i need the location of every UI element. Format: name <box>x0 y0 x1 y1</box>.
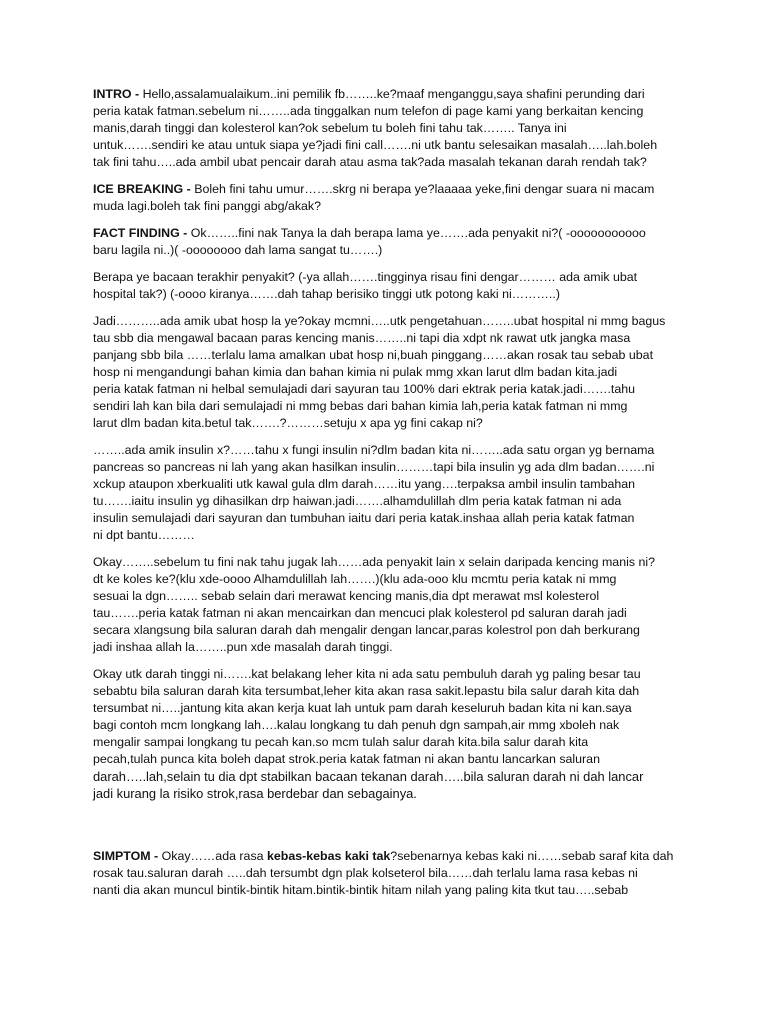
ubat-hospital-line: larut dlm badan kita.betul tak…….?………setuju x apa yg fini cakap ni? <box>93 416 483 430</box>
simptom-line <box>93 848 676 865</box>
kolesterol-line: dt ke koles ke?(klu xde-oooo Alhamdulillah lah…….)(klu ada-ooo klu mcmtu peria katak ni mmg <box>93 572 617 586</box>
intro-line <box>93 86 676 103</box>
bacaan-paragraph <box>93 269 676 303</box>
intro-paragraph <box>93 86 676 171</box>
ice-breaking-text: Boleh fini tahu umur…….skrg ni berapa ye?laaaaa yeke,fini dengar suara ni macam <box>194 182 655 196</box>
ubat-hospital-paragraph <box>93 313 676 432</box>
ubat-hospital-line: hosp ni mengandungi bahan kimia dan bahan kimia ni pulak mmg xkan larut dlm badan kita.jadi <box>93 365 618 379</box>
intro-line: tak fini tahu…..ada ambil ubat pencair darah atau asma tak?ada masalah tekanan darah rendah tak? <box>93 155 647 169</box>
intro-label: INTRO - <box>93 87 143 101</box>
ice-breaking-label: ICE BREAKING - <box>93 182 195 196</box>
insulin-line: pancreas so pancreas ni lah yang akan hasilkan insulin………tapi bila insulin yg ada dlm badan…….ni <box>93 460 655 474</box>
bacaan-line: hospital tak?) (-oooo kiranya…….dah tahap berisiko tinggi utk potong kaki ni………..) <box>93 287 560 301</box>
ice-breaking-line: muda lagi.boleh tak fini panggi abg/akak? <box>93 199 322 213</box>
kolesterol-line: tau…….peria katak fatman ni akan mencairkan dan mencuci plak kolesterol pd saluran darah jadi <box>93 606 627 620</box>
insulin-line: insulin semulajadi dari sayuran dan tumbuhan iaitu dari peria katak.inshaa allah peria katak fatman <box>93 511 635 525</box>
kolesterol-line: sesuai la dgn…….. sebab selain dari merawat kencing manis,dia dpt merawat msl kolesterol <box>93 589 600 603</box>
simptom-text: Okay……ada rasa <box>161 849 267 863</box>
ubat-hospital-line: tau sbb dia mengawal bacaan paras kencing manis……..ni tapi dia xdpt nk rawat utk jangka masa <box>93 331 631 345</box>
ubat-hospital-line: Jadi………..ada amik ubat hosp la ye?okay mcmni…..utk pengetahuan……..ubat hospital ni mmg bagus <box>93 314 666 328</box>
intro-line: peria katak fatman.sebelum ni……..ada tinggalkan num telefon di page kami yang berkaitan kencing <box>93 104 644 118</box>
ubat-hospital-line: peria katak fatman ni helbal semulajadi dari sayuran tau 100% dari ektrak peria katak.jadi…….tahu <box>93 382 636 396</box>
kolesterol-line: Okay……..sebelum tu fini nak tahu jugak lah……ada penyakit lain x selain daripada kencing manis ni? <box>93 555 656 569</box>
ice-breaking-paragraph <box>93 181 676 215</box>
darah-tinggi-line: bagi contoh mcm longkang lah….kalau longkang tu dah penuh dgn sampah,air mmg xboleh nak <box>93 718 620 732</box>
insulin-line: tu…….iaitu insulin yg dihasilkan drp haiwan.jadi…….alhamdulillah dlm peria katak fatman ni ada <box>93 494 622 508</box>
insulin-line: ……..ada amik insulin x?……tahu x fungi insulin ni?dlm badan kita ni……..ada satu organ yg bernama <box>93 443 655 457</box>
darah-tinggi-line: pecah,tulah punca kita boleh dapat strok.peria katak fatman ni akan bantu lancarkan saluran <box>93 752 600 766</box>
simptom-paragraph <box>93 848 676 899</box>
simptom-label: SIMPTOM - <box>93 849 162 863</box>
darah-tinggi-line: darah…..lah,selain tu dia dpt stabilkan bacaan tekanan darah…..bila saluran darah ni dah lancar <box>93 769 644 784</box>
fact-finding-text: Ok……..fini nak Tanya la dah berapa lama ye…….ada penyakit ni?( -ooooooooooo <box>190 226 646 240</box>
darah-tinggi-line: jadi kurang la risiko strok,rasa berdebar dan sebagainya. <box>93 786 417 801</box>
simptom-text: ?sebenarnya kebas kaki ni……sebab saraf kita dah <box>390 849 674 863</box>
intro-line: manis,darah tinggi dan kolesterol kan?ok sebelum tu boleh fini tahu tak…….. Tanya ini <box>93 121 567 135</box>
section-spacer <box>93 812 676 848</box>
darah-tinggi-line: mengalir sampai longkang tu pecah kan.so mcm tulah salur darah kita.bila salur darah kita <box>93 735 589 749</box>
simptom-line: rosak tau.saluran darah …..dah tersumbt dgn plak kolseterol bila……dah terlalu lama rasa kebas ni <box>93 866 638 880</box>
darah-tinggi-paragraph <box>93 666 676 802</box>
darah-tinggi-line: Okay utk darah tinggi ni…….kat belakang leher kita ni ada satu pembuluh darah yg paling besar tau <box>93 667 641 681</box>
darah-tinggi-line: tersumbat ni…..jantung kita akan kerja kuat lah untuk pam darah keseluruh badan kita ni kan.saya <box>93 701 632 715</box>
fact-finding-label: FACT FINDING - <box>93 226 191 240</box>
ubat-hospital-line: sendiri lah kan bila dari semulajadi ni mmg bebas dari bahan kimia lah,peria katak fatman ni mmg <box>93 399 628 413</box>
kolesterol-line: jadi inshaa allah la……..pun xde masalah darah tinggi. <box>93 640 393 654</box>
insulin-line: ni dpt bantu……… <box>93 528 195 542</box>
ice-breaking-line <box>93 181 676 198</box>
insulin-paragraph <box>93 442 676 544</box>
fact-finding-line: baru lagila ni..)( -oooooooo dah lama sangat tu…….) <box>93 243 383 257</box>
fact-finding-line <box>93 225 676 242</box>
kolesterol-paragraph <box>93 554 676 656</box>
fact-finding-paragraph <box>93 225 676 259</box>
kolesterol-line: secara xlangsung bila saluran darah dah mengalir dengan lancar,paras kolestrol pon dah berkurang <box>93 623 640 637</box>
darah-tinggi-line: sebabtu bila saluran darah kita tersumbat,leher kita akan rasa sakit.lepastu bila salur darah kita dah <box>93 684 640 698</box>
simptom-line: nanti dia akan muncul bintik-bintik hitam.bintik-bintik hitam nilah yang paling kita tkut tau…..sebab <box>93 883 629 897</box>
insulin-line: xckup ataupon xberkualiti utk kawal gula dlm darah……itu yang….terpaksa ambil insulin tambahan <box>93 477 636 491</box>
intro-line: untuk…….sendiri ke atau untuk siapa ye?jadi fini call…….ni utk bantu selesaikan masalah…..lah.boleh <box>93 138 658 152</box>
ubat-hospital-line: panjang sbb bila ……terlalu lama amalkan ubat hosp ni,buah pinggang……akan rosak tau sebab ubat <box>93 348 654 362</box>
intro-text: Hello,assalamualaikum..ini pemilik fb……..ke?maaf menganggu,saya shafini perunding dari <box>142 87 645 101</box>
simptom-emphasis: kebas-kebas kaki tak <box>266 849 391 863</box>
bacaan-line: Berapa ye bacaan terakhir penyakit? (-ya allah…….tingginya risau fini dengar……… ada amik ubat <box>93 270 638 284</box>
